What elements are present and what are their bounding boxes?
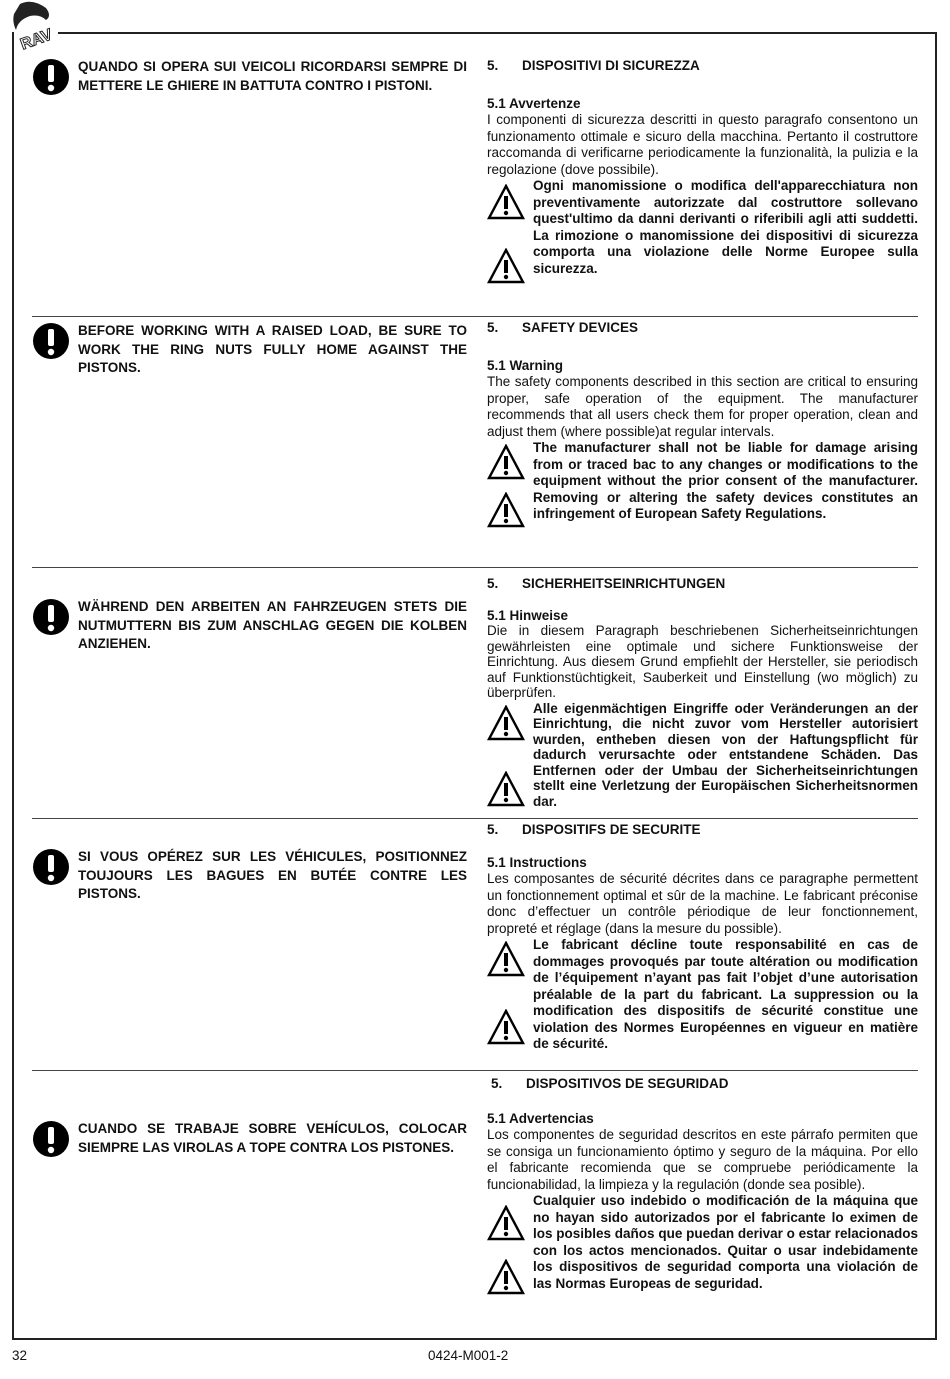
left-note <box>32 598 467 654</box>
section-divider <box>32 818 918 819</box>
warning-triangle-icon <box>487 941 525 977</box>
warning-text: Ogni manomissione o modifica dell'apparecchiatura non preventivamente autorizzate dal costruttore sollevano quest'ultimo da danni derivanti o riferibili agli atti suddetti. La rimozione o manomissione dei dispositivi di sicurezza comporta una violazione delle Norme Europee sulla sicurezza. <box>533 178 918 276</box>
paragraph: I componenti di sicurezza descritti in questo paragrafo consentono un funzionamento ottimale e sicuro della macchina. Pertanto il costruttore raccomanda di verificarne periodicamente la funzionalità, la pulizia e la regolazione (dove possibile). <box>487 112 918 177</box>
section-french <box>32 820 918 1068</box>
exclamation-icon <box>32 322 70 360</box>
left-note <box>32 322 467 378</box>
warning-triangle-icon <box>487 492 525 528</box>
right-content <box>487 1076 918 1292</box>
subheading: 5.1 Instructions <box>487 854 587 870</box>
section-spanish <box>32 1074 918 1336</box>
warning-text: Alle eigenmächtigen Eingriffe oder Veränderungen an der Einrichtung, die nicht zuvor vom Hersteller autorisiert wurden, entheben diesen von der Haftungspflicht für dadurch verursachte oder entstandene Schäden. Das Entfernen oder der Umbau der Sicherheitseinrichtungen stellt eine Verletzung der Europäischen Sicherheitsnormen dar. <box>533 700 918 809</box>
left-note-text: CUANDO SE TRABAJE SOBRE VEHÍCULOS, COLOCAR SIEMPRE LAS VIROLAS A TOPE CONTRA LOS PISTONES. <box>78 1121 467 1155</box>
warning-triangle-icon <box>487 705 525 741</box>
left-note <box>32 58 467 98</box>
document-code: 0424-M001-2 <box>428 1348 509 1363</box>
section-heading: 5. DISPOSITIVOS DE SEGURIDAD <box>491 1076 729 1091</box>
section-heading: 5. SAFETY DEVICES <box>487 320 639 335</box>
left-note-text: BEFORE WORKING WITH A RAISED LOAD, BE SURE TO WORK THE RING NUTS FULLY HOME AGAINST THE PISTONS. <box>78 323 467 375</box>
warning-text: Cualquier uso indebido o modificación de la máquina que no hayan sido autorizados por el fabricante lo eximen de los posibles daños que puedan derivar o estar relacionados con los actos mencionados. Quitar o usar indebidamente los dispositivos de seguridad comporta una violación de las Normas Europeas de seguridad. <box>533 1193 918 1291</box>
exclamation-icon <box>32 1120 70 1158</box>
left-note-text: SI VOUS OPÉREZ SUR LES VÉHICULES, POSITIONNEZ TOUJOURS LES BAGUES EN BUTÉE CONTRE LES PISTONS. <box>78 849 467 901</box>
paragraph: Les composantes de sécurité décrites dans ce paragraphe permettent un fonctionnement optimal et sûr de la machine. Le fabricant préconise donc d’effectuer un contrôle périodique de leur fonctionnement, propreté et réglage (dans la mesure du possible). <box>487 871 918 936</box>
section-italian <box>32 56 918 314</box>
left-note-text: WÄHREND DEN ARBEITEN AN FAHRZEUGEN STETS DIE NUTMUTTERN BIS ZUM ANSCHLAG GEGEN DIE KOLBEN ANZIEHEN. <box>78 599 467 651</box>
exclamation-icon <box>32 598 70 636</box>
paragraph: Die in diesem Paragraph beschriebenen Sicherheitseinrichtungen gewährleisten eine optimale und sichere Funktionsweise der Einrichtung. Aus diesem Grund empfiehlt der Hersteller, sie periodisch auf Funktionstüchtigkeit, Sauberkeit und Einstellung (wo möglich) zu überprüfen. <box>487 623 918 700</box>
warning-triangle-icon <box>487 248 525 284</box>
section-german <box>32 576 918 816</box>
section-english <box>32 318 918 566</box>
svg-text:RAV: RAV <box>18 26 55 54</box>
warning-block <box>487 178 918 277</box>
subheading: 5.1 Advertencias <box>487 1110 594 1126</box>
subheading: 5.1 Avvertenze <box>487 95 581 111</box>
section-divider <box>32 1070 918 1071</box>
warning-triangle-icon <box>487 1205 525 1241</box>
warning-block <box>487 1193 918 1292</box>
section-heading: 5. DISPOSITIFS DE SECURITE <box>487 822 701 837</box>
rav-logo <box>6 0 58 54</box>
right-content <box>487 320 918 523</box>
paragraph: The safety components described in this section are critical to ensuring proper, safe operation of the equipment. The manufacturer recommends that all users check them for proper operation, clean and adjust them (where possible)at regular intervals. <box>487 374 918 439</box>
top-rule <box>58 32 937 34</box>
warning-block <box>487 701 918 810</box>
page-number: 32 <box>12 1348 28 1363</box>
warning-block <box>487 937 918 1053</box>
left-note <box>32 848 467 904</box>
warning-text: Le fabricant décline toute responsabilité en cas de dommages provoqués par toute altération ou modification de l’équipement n’ayant pas fait l’objet d’une autorisation préalable de la part du fabricant. La suppression ou la modification des dispositifs de sécurité constitue une violation des Normes Européennes en vigueur en matière de sécurité. <box>533 937 918 1051</box>
warning-triangle-icon <box>487 1259 525 1295</box>
left-note <box>32 1120 467 1160</box>
right-content <box>487 576 918 809</box>
paragraph: Los componentes de seguridad descritos en este párrafo permiten que se consiga un funcionamiento óptimo y seguro de la máquina. Por ello el fabricante recomienda que se compruebe periódicamente la funcionabilidad, la limpieza y la regulación (donde sea posible). <box>487 1127 918 1192</box>
warning-triangle-icon <box>487 771 525 807</box>
exclamation-icon <box>32 58 70 96</box>
right-content <box>487 58 918 277</box>
section-heading: 5. SICHERHEITSEINRICHTUNGEN <box>487 576 726 591</box>
warning-triangle-icon <box>487 184 525 220</box>
section-divider <box>32 567 918 568</box>
warning-triangle-icon <box>487 1009 525 1045</box>
subheading: 5.1 Hinweise <box>487 607 569 623</box>
left-note-text: QUANDO SI OPERA SUI VEICOLI RICORDARSI SEMPRE DI METTERE LE GHIERE IN BATTUTA CONTRO I PISTONI. <box>78 59 467 93</box>
warning-text: The manufacturer shall not be liable for damage arising from or traced bac to any changes or modifications to the equipment without the prior consent of the manufacturer. Removing or altering the safety devices constitutes an infringement of European Safety Regulations. <box>533 440 918 521</box>
exclamation-icon <box>32 848 70 886</box>
section-divider <box>32 316 918 317</box>
subheading: 5.1 Warning <box>487 357 564 373</box>
warning-triangle-icon <box>487 444 525 480</box>
warning-block <box>487 440 918 523</box>
section-heading: 5. DISPOSITIVI DI SICUREZZA <box>487 58 700 73</box>
right-content <box>487 822 918 1053</box>
